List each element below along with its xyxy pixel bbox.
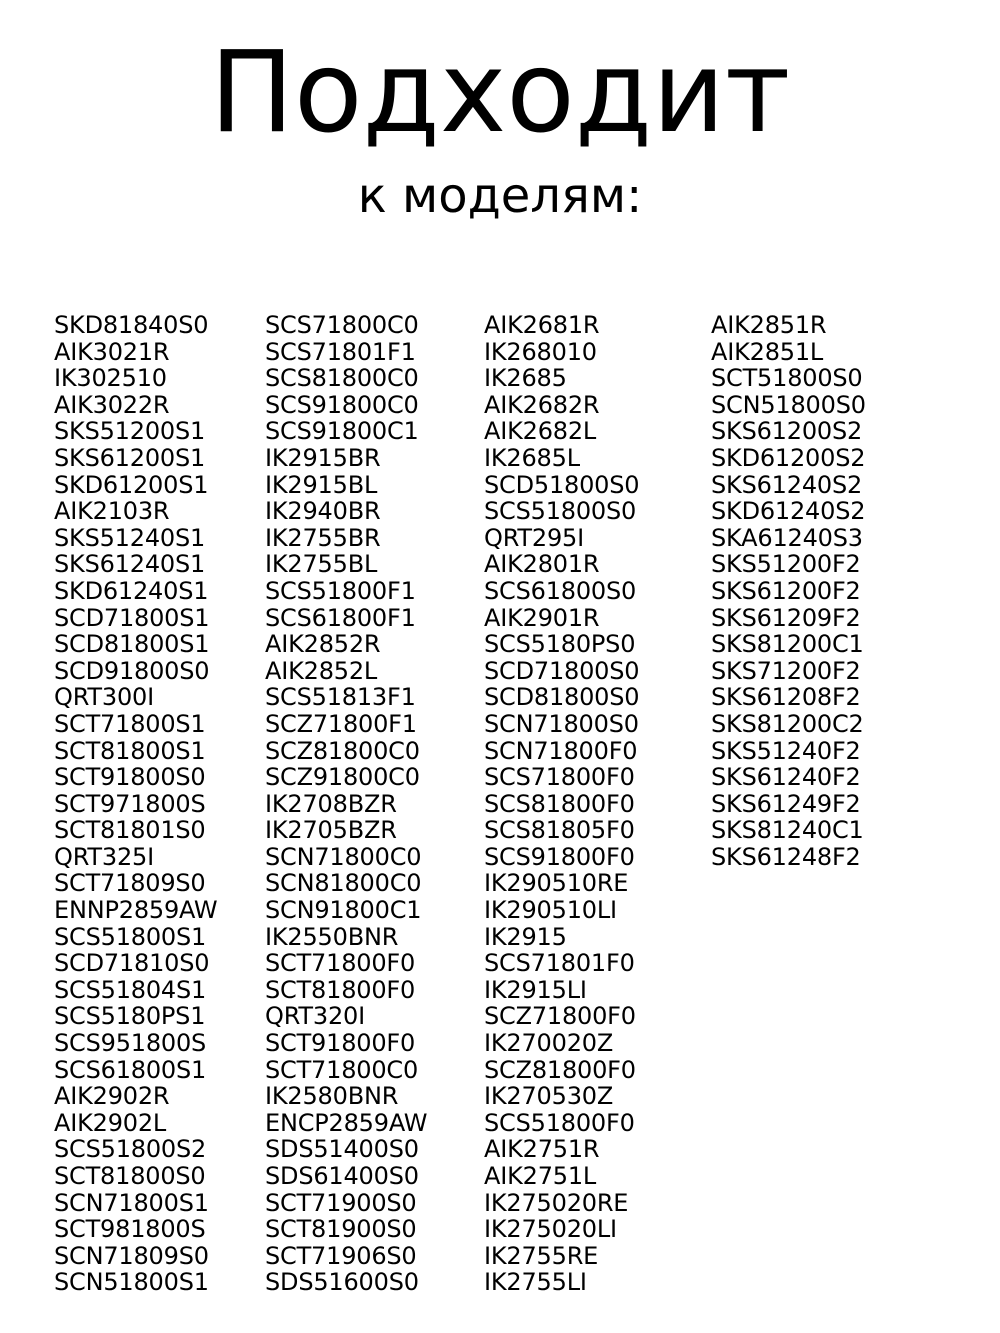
model-item: QRT300I (54, 683, 154, 712)
model-item: SCS51800S2 (54, 1135, 207, 1164)
model-item: ENCP2859AW (265, 1108, 428, 1137)
model-item: SCS71801F1 (265, 337, 416, 366)
model-item: AIK2852L (265, 656, 378, 685)
model-item: IK2755BR (265, 523, 381, 552)
model-item: SKS61249F2 (711, 789, 861, 818)
model-item: AIK2851L (711, 337, 824, 366)
model-item: SKD61240S2 (711, 497, 866, 526)
model-item: SCS71801F0 (484, 949, 635, 978)
model-item: IK2915BR (265, 443, 381, 472)
model-item: SCD81800S0 (484, 683, 640, 712)
model-item: SCS51800F0 (484, 1108, 635, 1137)
model-item: SKD81840S0 (54, 311, 209, 339)
model-item: IK2708BZR (265, 789, 397, 818)
model-item: SKS61248F2 (711, 842, 861, 871)
model-item: AIK3021R (54, 337, 170, 366)
model-item: SCT91800F0 (265, 1029, 416, 1058)
model-item: AIK2103R (54, 497, 170, 526)
model-item: SCS61800S1 (54, 1055, 207, 1084)
model-item: QRT325I (54, 842, 154, 871)
model-item: AIK3022R (54, 390, 170, 419)
model-item: SCD51800S0 (484, 470, 640, 499)
model-item: SCD71800S1 (54, 603, 210, 632)
model-item: QRT320I (265, 1002, 365, 1031)
model-item: AIK2901R (484, 603, 600, 632)
model-item: SCS51800F1 (265, 576, 416, 605)
model-item: SCS81805F0 (484, 816, 635, 845)
model-item: SCS81800C0 (265, 364, 419, 393)
model-item: SCT981800S (54, 1215, 206, 1244)
model-item: SCS81800F0 (484, 789, 635, 818)
model-item: SCS5180PS0 (484, 630, 636, 659)
model-item: SKS61240S2 (711, 470, 863, 499)
model-item: AIK2902L (54, 1108, 167, 1137)
model-item: IK270530Z (484, 1082, 614, 1111)
model-item: SCT971800S (54, 789, 206, 818)
model-item: SKS61240S1 (54, 550, 206, 579)
model-item: SCZ81800F0 (484, 1055, 636, 1084)
model-item: SCD91800S0 (54, 656, 210, 685)
model-item: SCZ81800C0 (265, 736, 420, 765)
model-column-4 (711, 312, 866, 870)
model-item: SKS61208F2 (711, 683, 861, 712)
model-item: IK302510 (54, 364, 167, 393)
model-item: SDS51400S0 (265, 1135, 419, 1164)
model-item: AIK2682R (484, 390, 600, 419)
model-item: SCT81800S1 (54, 736, 206, 765)
model-item: SKS81240C1 (711, 816, 864, 845)
model-item: AIK2681R (484, 311, 600, 339)
model-item: IK270020Z (484, 1029, 614, 1058)
model-item: SCN71800S1 (54, 1188, 209, 1217)
model-item: IK2755LI (484, 1268, 587, 1297)
model-item: SCN91800C1 (265, 896, 422, 925)
model-item: SDS61400S0 (265, 1162, 419, 1190)
model-item: SCS951800S (54, 1029, 207, 1058)
model-item: SKS51240F2 (711, 736, 861, 765)
model-item: SCT81900S0 (265, 1215, 417, 1244)
model-item: SCS71800F0 (484, 763, 635, 792)
model-item: AIK2852R (265, 630, 381, 659)
model-item: SCT51800S0 (711, 364, 863, 393)
model-item: SDS51600S0 (265, 1268, 419, 1297)
model-item: SKS81200C1 (711, 630, 864, 659)
model-item: SCN71800S0 (484, 709, 639, 738)
model-item: AIK2751R (484, 1135, 600, 1164)
model-item: IK275020RE (484, 1188, 629, 1217)
model-item: IK2685L (484, 443, 580, 472)
model-item: IK275020LI (484, 1215, 617, 1244)
model-item: IK2755RE (484, 1241, 599, 1270)
model-item: SKS71200F2 (711, 656, 861, 685)
model-item: SCS61800S0 (484, 576, 637, 605)
model-item: SCS61800F1 (265, 603, 416, 632)
model-item: SCS51800S0 (484, 497, 637, 526)
model-item: AIK2682L (484, 417, 597, 446)
model-item: SCD71800S0 (484, 656, 640, 685)
page-title: Подходит (209, 28, 791, 158)
model-item: SKD61200S2 (711, 443, 866, 472)
model-item: IK2685 (484, 364, 567, 393)
model-item: SCT81800F0 (265, 975, 416, 1004)
model-item: SCS91800F0 (484, 842, 635, 871)
model-item: SKS51200S1 (54, 417, 206, 446)
model-item: SCZ91800C0 (265, 763, 420, 792)
model-item: SCN71800F0 (484, 736, 638, 765)
model-item: SKS61200S1 (54, 443, 206, 472)
model-item: SKS61200S2 (711, 417, 863, 446)
model-item: SCS51804S1 (54, 975, 207, 1004)
model-item: SCN71809S0 (54, 1241, 209, 1270)
model-item: SCD81800S1 (54, 630, 210, 659)
model-item: SCD71810S0 (54, 949, 210, 978)
model-item: SCS91800C1 (265, 417, 419, 446)
model-item: IK2915BL (265, 470, 378, 499)
model-item: SCT71900S0 (265, 1188, 417, 1217)
model-item: SCZ71800F0 (484, 1002, 636, 1031)
model-item: QRT295I (484, 523, 584, 552)
model-item: SCS91800C0 (265, 390, 419, 419)
model-item: SKD61200S1 (54, 470, 209, 499)
model-item: SKS51240S1 (54, 523, 206, 552)
model-item: SCT71809S0 (54, 869, 206, 898)
model-item: SCT91800S0 (54, 763, 206, 792)
model-item: SKA61240S3 (711, 523, 863, 552)
model-item: SCN51800S1 (54, 1268, 209, 1297)
model-column-3 (484, 312, 639, 1296)
model-item: SCS71800C0 (265, 311, 419, 339)
model-item: SCS51800S1 (54, 922, 207, 951)
model-item: SKS81200C2 (711, 709, 864, 738)
model-item: SCT71800S1 (54, 709, 206, 738)
model-item: SCT71800F0 (265, 949, 416, 978)
model-item: AIK2902R (54, 1082, 170, 1111)
model-item: AIK2851R (711, 311, 827, 339)
model-item: SCT71906S0 (265, 1241, 417, 1270)
model-item: IK268010 (484, 337, 597, 366)
model-item: SCN71800C0 (265, 842, 422, 871)
model-item: SCS5180PS1 (54, 1002, 206, 1031)
model-item: IK2580BNR (265, 1082, 399, 1111)
model-item: SKS61200F2 (711, 576, 861, 605)
model-item: IK2915 (484, 922, 567, 951)
page-subtitle: к моделям: (357, 168, 643, 224)
model-item: SCT71800C0 (265, 1055, 419, 1084)
model-item: SCT81800S0 (54, 1162, 206, 1190)
model-item: AIK2751L (484, 1162, 597, 1190)
model-item: IK2755BL (265, 550, 378, 579)
model-item: IK2940BR (265, 497, 381, 526)
model-item: SCN81800C0 (265, 869, 422, 898)
model-column-1 (54, 312, 217, 1296)
model-item: SCN51800S0 (711, 390, 866, 419)
model-item: IK290510LI (484, 896, 617, 925)
model-item: IK2705BZR (265, 816, 397, 845)
model-column-2 (265, 312, 427, 1296)
model-list (0, 312, 1000, 1312)
model-item: SCT81801S0 (54, 816, 206, 845)
model-item: SKD61240S1 (54, 576, 209, 605)
model-item: SKS61209F2 (711, 603, 861, 632)
model-item: AIK2801R (484, 550, 600, 579)
model-item: SCZ71800F1 (265, 709, 417, 738)
model-item: SKS51200F2 (711, 550, 861, 579)
model-item: SKS61240F2 (711, 763, 861, 792)
model-item: ENNP2859AW (54, 896, 218, 925)
model-item: IK290510RE (484, 869, 629, 898)
model-item: IK2915LI (484, 975, 587, 1004)
model-item: SCS51813F1 (265, 683, 416, 712)
model-item: IK2550BNR (265, 922, 399, 951)
